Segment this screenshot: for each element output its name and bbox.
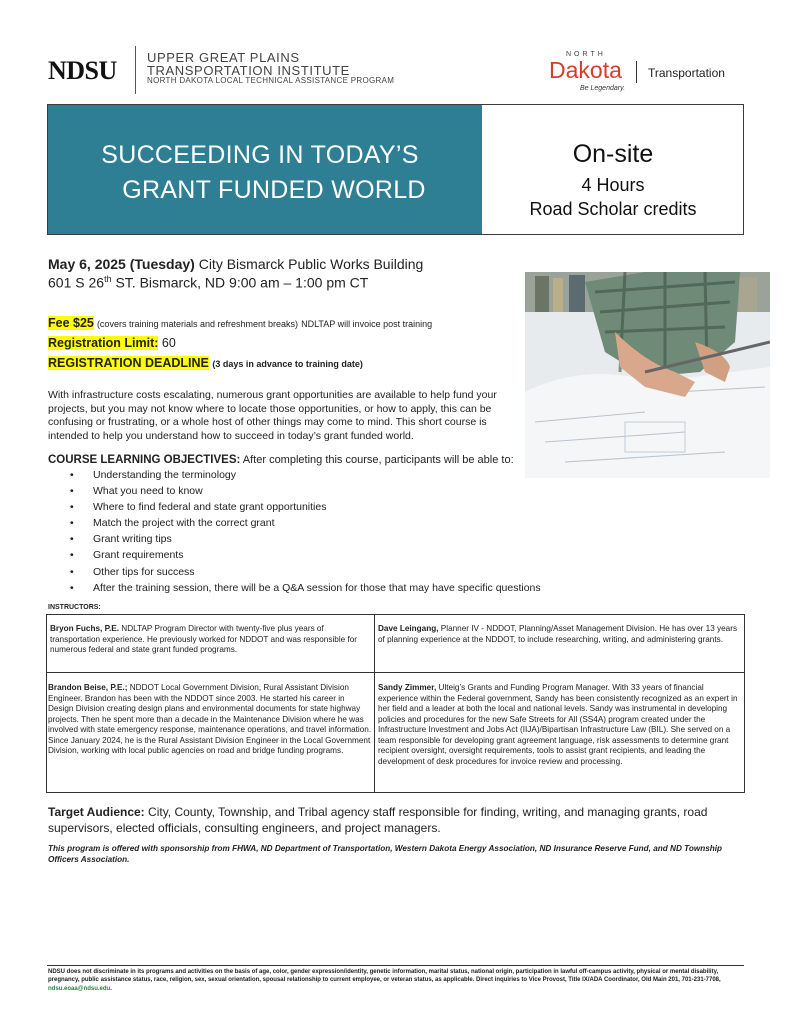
nd-logo-divider bbox=[636, 61, 637, 83]
ugpti-name-line2: TRANSPORTATION INSTITUTE bbox=[147, 63, 350, 78]
bullet-icon: • bbox=[70, 565, 74, 578]
registration-limit: Registration Limit: 60 bbox=[48, 336, 176, 350]
objectives-heading: COURSE LEARNING OBJECTIVES: After completing this course, participants will be able to: bbox=[48, 454, 514, 466]
sponsor-note: This program is offered with sponsorship from FHWA, ND Department of Transportation, Western Dakota Energy Association, ND Insurance Reserve Fund, and ND Township Officers Association. bbox=[48, 844, 723, 864]
list-item: • Grant writing tips bbox=[70, 533, 172, 546]
bullet-icon: • bbox=[70, 533, 74, 546]
list-item: • Match the project with the correct grant bbox=[70, 517, 275, 530]
bullet-icon: • bbox=[70, 469, 74, 481]
event-date: May 6, 2025 (Tuesday) bbox=[48, 256, 195, 272]
table-divider bbox=[374, 614, 375, 793]
nd-logo-dakota: Dakota bbox=[549, 57, 622, 83]
nd-logo-transportation: Transportation bbox=[648, 66, 725, 80]
instructors-heading: INSTRUCTORS: bbox=[48, 604, 101, 611]
eoaa-email-link[interactable]: ndsu.eoaa@ndsu.edu bbox=[48, 985, 111, 992]
nd-logo-north: NORTH bbox=[566, 51, 606, 58]
course-format: On-site bbox=[572, 140, 654, 168]
list-item: • After the training session, there will be a Q&A session for those that may have specific questions bbox=[70, 581, 541, 594]
event-date-venue bbox=[48, 256, 423, 272]
list-item: • Other tips for success bbox=[70, 565, 195, 578]
course-intro: With infrastructure costs escalating, numerous grant opportunities are available to help fund your projects, but you may not know where to locate those opportunities, or how to apply, this can be confusing or frustrating, or a whole host of other things may come to mind. This short course is intended to help you understand how to succeed in today’s grant funded world. bbox=[48, 389, 497, 442]
objectives-list bbox=[70, 469, 541, 598]
blueprint-photo bbox=[525, 272, 770, 478]
bullet-icon: • bbox=[70, 501, 74, 514]
registration-deadline: REGISTRATION DEADLINE (3 days in advance to training date) bbox=[48, 356, 363, 370]
table-divider bbox=[46, 672, 745, 673]
instructor-brandon-beise: Brandon Beise, P.E.; NDDOT Local Government Division, Rural Assistant Division Engineer. Brandon has been with the NDDOT since 2003. He started his career in Design Division creating design plans and environmental documents for state highway projects. Then he spent more than a decade in the Maintenance Division where he was involved with state emergency response, maintenance operations, and travel information. Since January 2024, he is the Rural Assistant Division Engineer in the Local Government Division, working with local public agencies on road and bridge funding programs. bbox=[48, 683, 372, 755]
course-title-line2: GRANT FUNDED WORLD bbox=[122, 176, 426, 204]
logo-divider bbox=[135, 46, 136, 94]
fee-amount: Fee $25 bbox=[48, 316, 94, 330]
target-audience: Target Audience: City, County, Township, and Tribal agency staff responsible for finding, writing, and managing grants, road supervisors, elected officials, consulting engineers, and project managers. bbox=[48, 805, 708, 835]
bullet-icon: • bbox=[70, 549, 74, 562]
fee-detail: (covers training materials and refreshment breaks) bbox=[96, 319, 299, 329]
list-item: • Where to find federal and state grant opportunities bbox=[70, 501, 327, 514]
fee-note: NDLTAP will invoice post training bbox=[301, 319, 433, 329]
list-item: • Understanding the terminology bbox=[70, 469, 237, 481]
nd-logo-tagline: Be Legendary. bbox=[580, 85, 626, 92]
nondiscrimination-footer: NDSU does not discriminate in its programs and activities on the basis of age, color, gender expression/identity, genetic information, marital status, national origin, participation in lawful off-campus activity, physical or mental disability, pregnancy, public assistance status, race, religion, sex, sexual orientation, spousal relationship to current employee, or veteran status, as applicable. Direct inquiries to Vice Provost, Title IX/ADA Coordinator, Old Main 201, 701-231-7708, ndsu.eoaa@ndsu.edu. bbox=[48, 969, 721, 992]
bullet-icon: • bbox=[70, 485, 74, 498]
event-venue: City Bismarck Public Works Building bbox=[198, 256, 424, 272]
instructor-dave-leingang: Dave Leingang, Planner IV - NDDOT, Planning/Asset Management Division. He has over 13 years of planning experience at the NDDOT, to include researching, writing, and administering grants. bbox=[378, 624, 738, 644]
instructor-bryon-fuchs: Bryon Fuchs, P.E. NDLTAP Program Director with twenty-five plus years of transportation experience. He previously worked for NDDOT and was responsible for numerous federal and state grant funded programs. bbox=[50, 624, 358, 654]
bullet-icon: • bbox=[70, 581, 74, 594]
footer-divider bbox=[47, 965, 744, 966]
course-hours: 4 Hours bbox=[581, 175, 645, 195]
bullet-icon: • bbox=[70, 517, 74, 530]
ndsu-logo: NDSU bbox=[48, 56, 117, 85]
ugpti-program-name: NORTH DAKOTA LOCAL TECHNICAL ASSISTANCE PROGRAM bbox=[147, 76, 395, 85]
list-item: • What you need to know bbox=[70, 485, 203, 498]
instructor-sandy-zimmer: Sandy Zimmer, Ulteig’s Grants and Funding Program Manager. With 33 years of financial experience within the Federal government, Sandy has been consistently recognized as an expert in her field and a leader at both the local and national levels. Sandy was instrumental in developing policies and procedures for the new Safe Streets for All (SS4A) program created under the Infrastructure Investment and Jobs Act (IIJA)/Bipartisan Infrastructure Law (BIL). She served on a team responsible for developing grant agreement language, risk assessments to determine grant recipient oversight, oversight requirements, tools to assist grant recipients, and leading the development of desk procedures for invoice review and processing. bbox=[378, 683, 738, 766]
fee-line bbox=[48, 316, 432, 330]
ugpti-name-line1: UPPER GREAT PLAINS bbox=[147, 50, 300, 65]
event-address-time: 601 S 26th ST. Bismarck, ND 9:00 am – 1:00 pm CT bbox=[48, 274, 369, 291]
list-item: • Grant requirements bbox=[70, 549, 184, 562]
course-credits: Road Scholar credits bbox=[529, 199, 697, 219]
course-title-line1: SUCCEEDING IN TODAY’S bbox=[101, 141, 419, 169]
